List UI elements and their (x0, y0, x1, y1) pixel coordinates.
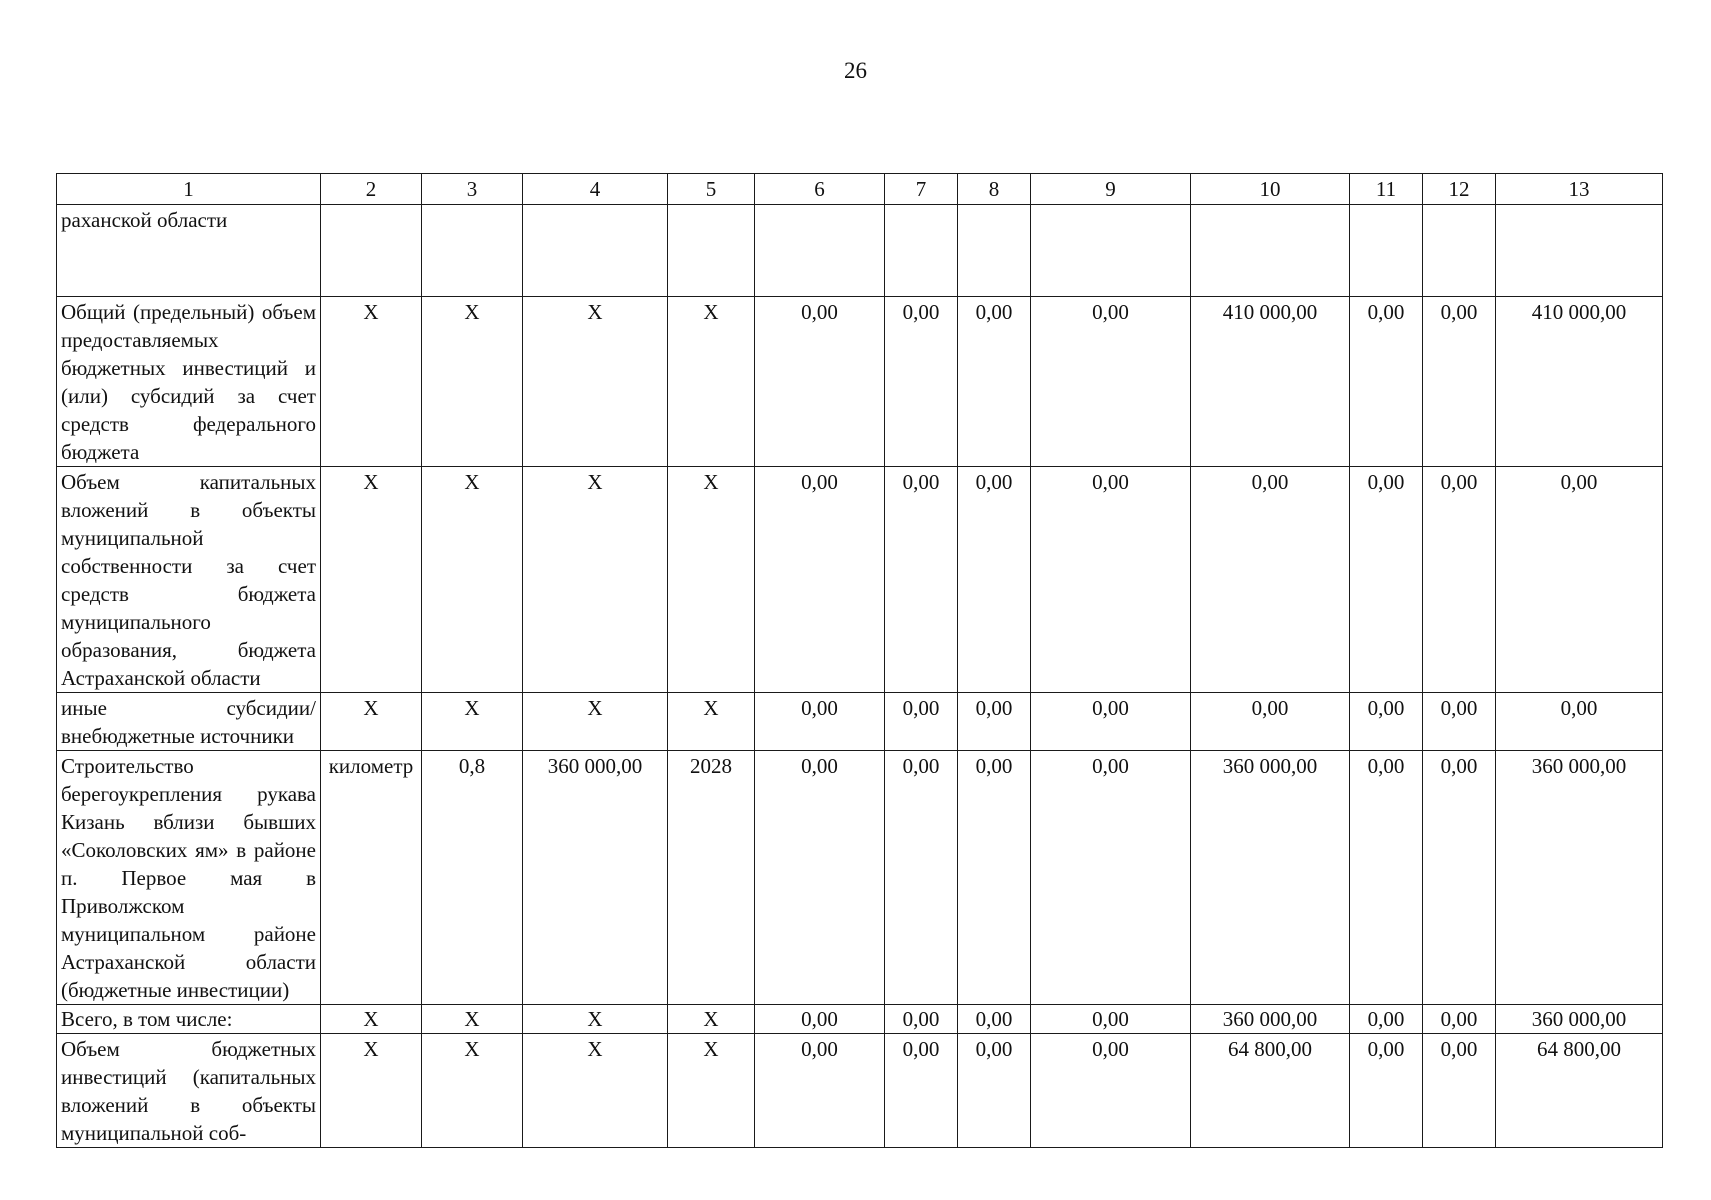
table-cell-col-2: X (321, 1005, 422, 1034)
table-row-federal (57, 297, 1663, 467)
row-description: Всего, в том числе: (57, 1005, 321, 1034)
table-cell-col-5: X (668, 1005, 755, 1034)
table-cell-col-8: 0,00 (958, 467, 1031, 693)
row-description: иные субсидии/ внебюджетные источники (57, 693, 321, 751)
table-cell-col-8: 0,00 (958, 1005, 1031, 1034)
table-cell-col-9: 0,00 (1031, 467, 1191, 693)
table-cell-col-9: 0,00 (1031, 693, 1191, 751)
table-cell-col-5: 2028 (668, 751, 755, 1005)
table-cell-col-3: 0,8 (422, 751, 523, 1005)
table-row-municipal (57, 467, 1663, 693)
table-cell-col-11: 0,00 (1350, 1034, 1423, 1148)
table-cell-col-6: 0,00 (755, 467, 885, 693)
column-header-7: 7 (885, 174, 958, 205)
table-cell-col-4: X (523, 467, 668, 693)
table-cell-col-3 (422, 205, 523, 297)
table-cell-col-4: 360 000,00 (523, 751, 668, 1005)
table-cell-col-13: 360 000,00 (1496, 1005, 1663, 1034)
table-cell-col-8 (958, 205, 1031, 297)
table-cell-col-4 (523, 205, 668, 297)
table-cell-col-12 (1423, 205, 1496, 297)
table-cell-col-6: 0,00 (755, 1005, 885, 1034)
table-row-region (57, 205, 1663, 297)
table-cell-col-7: 0,00 (885, 693, 958, 751)
table-cell-col-5: X (668, 693, 755, 751)
row-description: раханской области (57, 205, 321, 297)
table-cell-col-4: X (523, 1034, 668, 1148)
column-header-9: 9 (1031, 174, 1191, 205)
page-number: 26 (844, 58, 867, 83)
table-cell-col-7 (885, 205, 958, 297)
budget-table (56, 173, 1663, 1148)
table-cell-col-11: 0,00 (1350, 297, 1423, 467)
table-cell-col-13: 0,00 (1496, 467, 1663, 693)
table-cell-col-9: 0,00 (1031, 1005, 1191, 1034)
column-header-3: 3 (422, 174, 523, 205)
column-header-13: 13 (1496, 174, 1663, 205)
table-cell-col-8: 0,00 (958, 1034, 1031, 1148)
table-cell-col-2: X (321, 297, 422, 467)
table-row-investment (57, 1034, 1663, 1148)
table-cell-col-4: X (523, 297, 668, 467)
table-cell-col-11: 0,00 (1350, 751, 1423, 1005)
table-cell-col-6: 0,00 (755, 297, 885, 467)
table-cell-col-2 (321, 205, 422, 297)
row-description: Объем капитальных вложений в объекты муниципальной собственности за счет средств бюджета муниципального образования, бюджета Астраханской области (57, 467, 321, 693)
column-header-12: 12 (1423, 174, 1496, 205)
table-cell-col-3: X (422, 467, 523, 693)
column-header-11: 11 (1350, 174, 1423, 205)
table-cell-col-8: 0,00 (958, 751, 1031, 1005)
table-cell-col-12: 0,00 (1423, 467, 1496, 693)
column-header-10: 10 (1191, 174, 1350, 205)
table-cell-col-10 (1191, 205, 1350, 297)
table-cell-col-11: 0,00 (1350, 693, 1423, 751)
table-cell-col-6 (755, 205, 885, 297)
table-cell-col-11 (1350, 205, 1423, 297)
table-body (57, 205, 1663, 1148)
table-cell-col-11: 0,00 (1350, 467, 1423, 693)
table-cell-col-12: 0,00 (1423, 1034, 1496, 1148)
table-cell-col-9: 0,00 (1031, 1034, 1191, 1148)
table-cell-col-10: 0,00 (1191, 467, 1350, 693)
table-cell-col-3: X (422, 1034, 523, 1148)
table-cell-col-12: 0,00 (1423, 297, 1496, 467)
table-cell-col-7: 0,00 (885, 751, 958, 1005)
table-cell-col-5: X (668, 297, 755, 467)
table-cell-col-2: X (321, 693, 422, 751)
table-cell-col-8: 0,00 (958, 297, 1031, 467)
table-cell-col-10: 0,00 (1191, 693, 1350, 751)
table-cell-col-10: 360 000,00 (1191, 751, 1350, 1005)
table-cell-col-11: 0,00 (1350, 1005, 1423, 1034)
table-cell-col-3: X (422, 297, 523, 467)
column-header-2: 2 (321, 174, 422, 205)
row-description: Строительство берегоукрепления рукава Кизань вблизи бывших «Соколовских ям» в районе п. Первое мая в Приволжском муниципальном районе Астраханской области (бюджетные инвестиции) (57, 751, 321, 1005)
table-cell-col-13: 64 800,00 (1496, 1034, 1663, 1148)
table-cell-col-6: 0,00 (755, 751, 885, 1005)
table-cell-col-2: X (321, 1034, 422, 1148)
row-description: Общий (предельный) объем предоставляемых бюджетных инвестиций и (или) субсидий за счет средств федерального бюджета (57, 297, 321, 467)
row-description: Объем бюджетных инвестиций (капитальных вложений в объекты муниципальной соб- (57, 1034, 321, 1148)
table-cell-col-7: 0,00 (885, 467, 958, 693)
table-cell-col-9: 0,00 (1031, 751, 1191, 1005)
table-cell-col-12: 0,00 (1423, 751, 1496, 1005)
table-cell-col-5 (668, 205, 755, 297)
header-row (57, 174, 1663, 205)
table-cell-col-10: 64 800,00 (1191, 1034, 1350, 1148)
table-cell-col-3: X (422, 1005, 523, 1034)
table-cell-col-12: 0,00 (1423, 1005, 1496, 1034)
table-cell-col-2: X (321, 467, 422, 693)
table-cell-col-13: 0,00 (1496, 693, 1663, 751)
table-cell-col-7: 0,00 (885, 1005, 958, 1034)
table-cell-col-7: 0,00 (885, 1034, 958, 1148)
table-cell-col-9: 0,00 (1031, 297, 1191, 467)
table-row-other (57, 693, 1663, 751)
column-header-8: 8 (958, 174, 1031, 205)
table-cell-col-13: 360 000,00 (1496, 751, 1663, 1005)
table-cell-col-6: 0,00 (755, 693, 885, 751)
table-cell-col-3: X (422, 693, 523, 751)
table-cell-col-7: 0,00 (885, 297, 958, 467)
column-header-6: 6 (755, 174, 885, 205)
table-cell-col-10: 360 000,00 (1191, 1005, 1350, 1034)
table-cell-col-9 (1031, 205, 1191, 297)
table-cell-col-13 (1496, 205, 1663, 297)
table-cell-col-12: 0,00 (1423, 693, 1496, 751)
table-cell-col-4: X (523, 1005, 668, 1034)
table-row-total (57, 1005, 1663, 1034)
table-cell-col-4: X (523, 693, 668, 751)
column-header-1: 1 (57, 174, 321, 205)
table-cell-col-13: 410 000,00 (1496, 297, 1663, 467)
table-cell-col-6: 0,00 (755, 1034, 885, 1148)
table-cell-col-5: X (668, 1034, 755, 1148)
table-row-construction (57, 751, 1663, 1005)
table-cell-col-8: 0,00 (958, 693, 1031, 751)
column-header-5: 5 (668, 174, 755, 205)
table-cell-col-10: 410 000,00 (1191, 297, 1350, 467)
table-cell-col-5: X (668, 467, 755, 693)
table-cell-col-2: километр (321, 751, 422, 1005)
column-header-4: 4 (523, 174, 668, 205)
